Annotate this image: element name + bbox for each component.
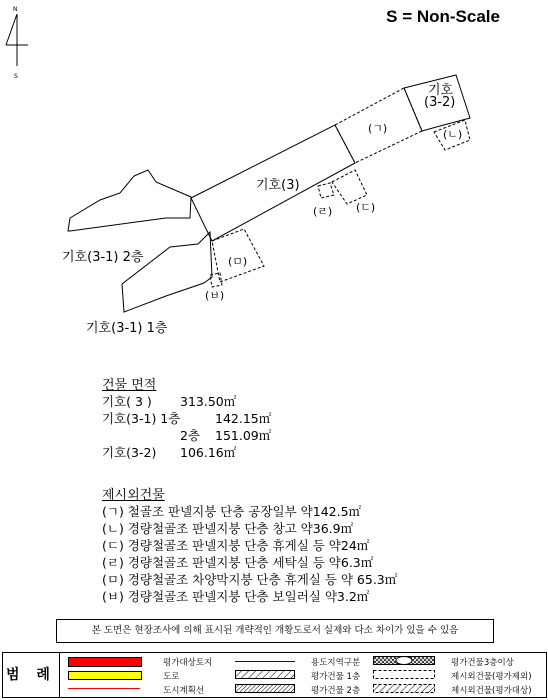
area-row-3-1-label: 기호(3-1) 1층 bbox=[102, 411, 181, 426]
area-row-2f-value: 151.09㎡ bbox=[215, 428, 272, 443]
north-n-label: N bbox=[13, 6, 18, 13]
excluded-row: (ㄹ) 경량철골조 판넬지붕 단층 세탁실 등 약6.3㎡ bbox=[102, 555, 374, 570]
scale-label: S = Non-Scale bbox=[386, 7, 500, 26]
north-arrow-icon bbox=[6, 14, 28, 66]
label-building-3: 기호(3) bbox=[256, 178, 300, 193]
legend-excluded-exclude: 제시외건물(평가제외) bbox=[451, 672, 532, 682]
label-building-3-2-line2: (3-2) bbox=[424, 95, 456, 110]
north-s-label: S bbox=[14, 73, 18, 80]
legend-swatch-road bbox=[68, 671, 142, 680]
legend-city-plan-line: 도시계획선 bbox=[163, 686, 205, 696]
area-row-2f-label: 2층 bbox=[180, 428, 201, 443]
legend-zoning-line: 용도지역구분 bbox=[311, 658, 361, 668]
excluded-row: (ㅂ) 경량철골조 판넬지붕 단층 보일러실 약3.2㎡ bbox=[102, 589, 370, 604]
label-building-3-2-line1: 기호 bbox=[428, 83, 454, 98]
legend-excluded-include: 제시외건물(평가대상) bbox=[451, 686, 532, 696]
legend-swatch-excluded-include bbox=[373, 684, 435, 693]
legend-swatch-excluded-exclude bbox=[373, 670, 435, 679]
label-building-3-1-1f: 기호(3-1) 1층 bbox=[86, 321, 168, 336]
label-r: (ㄹ) bbox=[313, 205, 333, 218]
legend-swatch-bldg-3f bbox=[373, 656, 435, 665]
legend-bldg-2f: 평가건물 2층 bbox=[311, 686, 361, 696]
area-row-3-label: 기호( 3 ) bbox=[102, 394, 152, 409]
building-3-1-2f bbox=[68, 170, 191, 231]
excluded-row: (ㄴ) 경량철골조 판넬지붕 단층 창고 약36.9㎡ bbox=[102, 521, 354, 536]
excluded-section-title: 제시외건물 bbox=[102, 488, 165, 503]
building-3-1-1f bbox=[122, 232, 212, 312]
legend-box bbox=[2, 652, 547, 698]
excluded-row: (ㅁ) 경량철골조 차양막지붕 단층 휴게실 등 약 65.3㎡ bbox=[102, 572, 398, 587]
area-row-3-2-label: 기호(3-2) bbox=[102, 445, 157, 460]
excluded-row: (ㄱ) 철골조 판넬지붕 단층 공장일부 약142.5㎡ bbox=[102, 504, 362, 519]
legend-swatch-bldg-2f bbox=[235, 684, 295, 693]
excluded-building-r bbox=[318, 183, 334, 198]
legend-road: 도로 bbox=[163, 672, 180, 682]
excluded-row: (ㄷ) 경량철골조 판넬지붕 단층 휴게실 등 약24㎡ bbox=[102, 538, 370, 553]
label-d: (ㄷ) bbox=[356, 201, 376, 214]
excluded-building-b bbox=[210, 273, 222, 287]
legend-title: 범 례 bbox=[3, 653, 60, 697]
legend-bldg-1f: 평가건물 1층 bbox=[311, 672, 361, 682]
label-b: (ㅂ) bbox=[205, 289, 225, 302]
disclaimer-note: 본 도면은 현장조사에 의해 표시된 개략적인 개황도로서 실제와 다소 차이가 있을 수 있음 bbox=[56, 619, 494, 643]
area-row-3-2-value: 106.16㎡ bbox=[180, 445, 237, 460]
label-n: (ㄴ) bbox=[443, 128, 463, 141]
area-row-3-value: 313.50㎡ bbox=[180, 394, 237, 409]
legend-swatch-city-plan-line bbox=[68, 688, 140, 689]
label-g: (ㄱ) bbox=[368, 122, 388, 135]
legend-swatch-zoning-line bbox=[235, 661, 295, 662]
legend-bldg-3f: 평가건물3층이상 bbox=[451, 658, 514, 668]
area-section-title: 건물 면적 bbox=[102, 378, 157, 393]
legend-swatch-target-land bbox=[68, 657, 142, 667]
label-building-3-1-2f: 기호(3-1) 2층 bbox=[62, 250, 144, 265]
legend-swatch-bldg-1f bbox=[235, 670, 295, 679]
legend-target-land: 평가대상토지 bbox=[163, 658, 213, 668]
label-m: (ㅁ) bbox=[228, 255, 248, 268]
area-row-3-1-value: 142.15㎡ bbox=[215, 411, 272, 426]
